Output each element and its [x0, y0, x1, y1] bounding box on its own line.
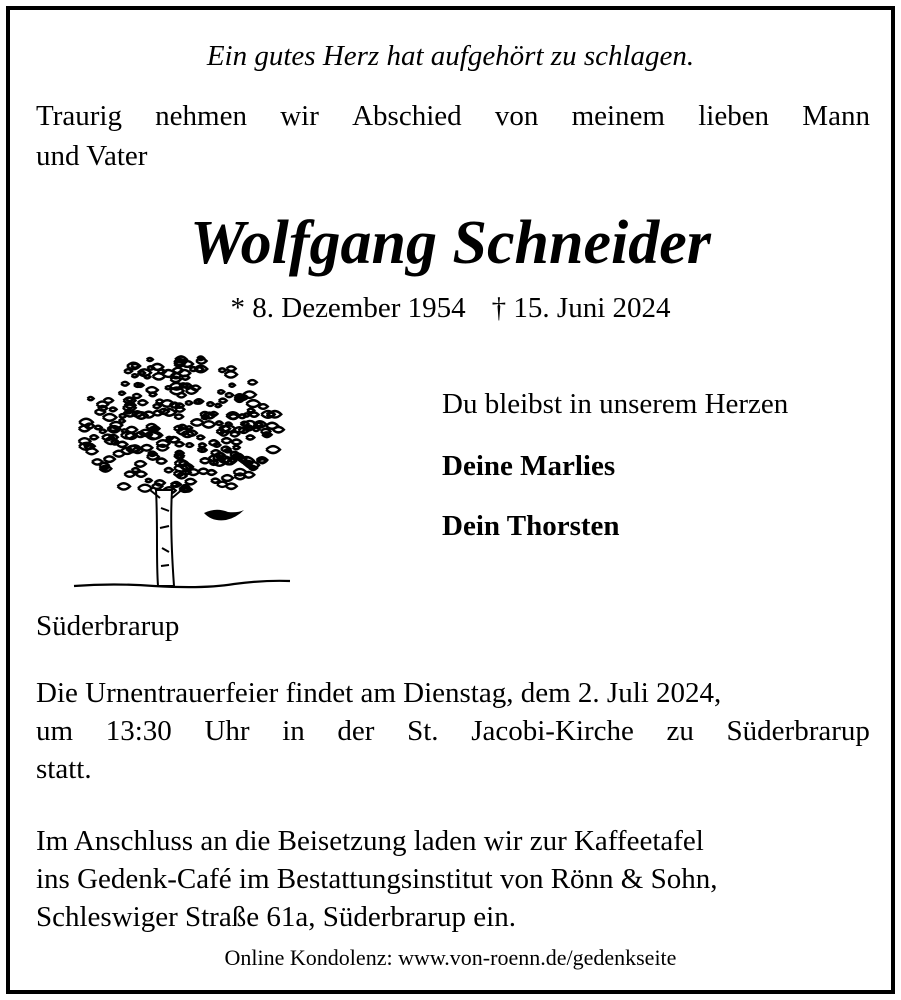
ceremony-word: Jacobi-Kirche	[471, 715, 634, 747]
coffee-line-3: Schleswiger Straße 61a, Süderbrarup ein.	[36, 901, 516, 933]
deceased-name: Wolfgang Schneider	[190, 209, 711, 277]
coffee-line-1: Im Anschluss an die Beisetzung laden wir zur Kaffeetafel	[36, 825, 704, 857]
ceremony-word: Uhr	[204, 715, 250, 747]
birth-date: * 8. Dezember 1954	[230, 292, 466, 324]
intro-word: von	[494, 100, 539, 132]
life-dates	[10, 292, 891, 325]
intro-line-2: und Vater	[36, 140, 148, 172]
ceremony-line-1: Die Urnentrauerfeier findet am Dienstag, dem 2. Juli 2024,	[36, 677, 722, 709]
ceremony-word: zu	[666, 715, 694, 747]
intro-word: wir	[280, 100, 319, 132]
farewell-text: Du bleibst in unserem Herzen	[442, 388, 789, 420]
coffee-line-2: ins Gedenk-Café im Bestattungsinstitut von Rönn & Sohn,	[36, 863, 718, 895]
motto: Ein gutes Herz hat aufgehört zu schlagen.	[206, 40, 695, 72]
ceremony-word: um	[36, 715, 74, 747]
intro-word: lieben	[698, 100, 770, 132]
ceremony-word: Süderbrarup	[726, 715, 870, 747]
ceremony-word: in	[282, 715, 305, 747]
online-condolence: Online Kondolenz: www.von-roenn.de/gedenkseite	[224, 945, 677, 970]
intro-word: meinem	[571, 100, 665, 132]
mourner-thorsten: Dein Thorsten	[442, 510, 620, 542]
ceremony-word: der	[337, 715, 375, 747]
intro-word: Traurig	[36, 100, 122, 132]
mourner-marlies: Deine Marlies	[442, 450, 616, 482]
death-date: † 15. Juni 2024	[491, 292, 671, 324]
ceremony-line-3: statt.	[36, 753, 92, 785]
intro-word: Mann	[802, 100, 870, 132]
intro-word: Abschied	[352, 100, 462, 132]
intro-word: nehmen	[155, 100, 247, 132]
ceremony-info	[36, 674, 870, 788]
place-of-residence: Süderbrarup	[36, 610, 180, 642]
ceremony-word: 13:30	[105, 715, 172, 747]
ceremony-word: St.	[407, 715, 439, 747]
obituary-frame	[6, 6, 895, 994]
ceremony-line-2	[36, 712, 870, 750]
intro-line-1	[36, 96, 870, 136]
intro-text	[36, 96, 870, 176]
tree-with-bird-icon	[64, 348, 294, 596]
coffee-invitation	[36, 822, 870, 936]
